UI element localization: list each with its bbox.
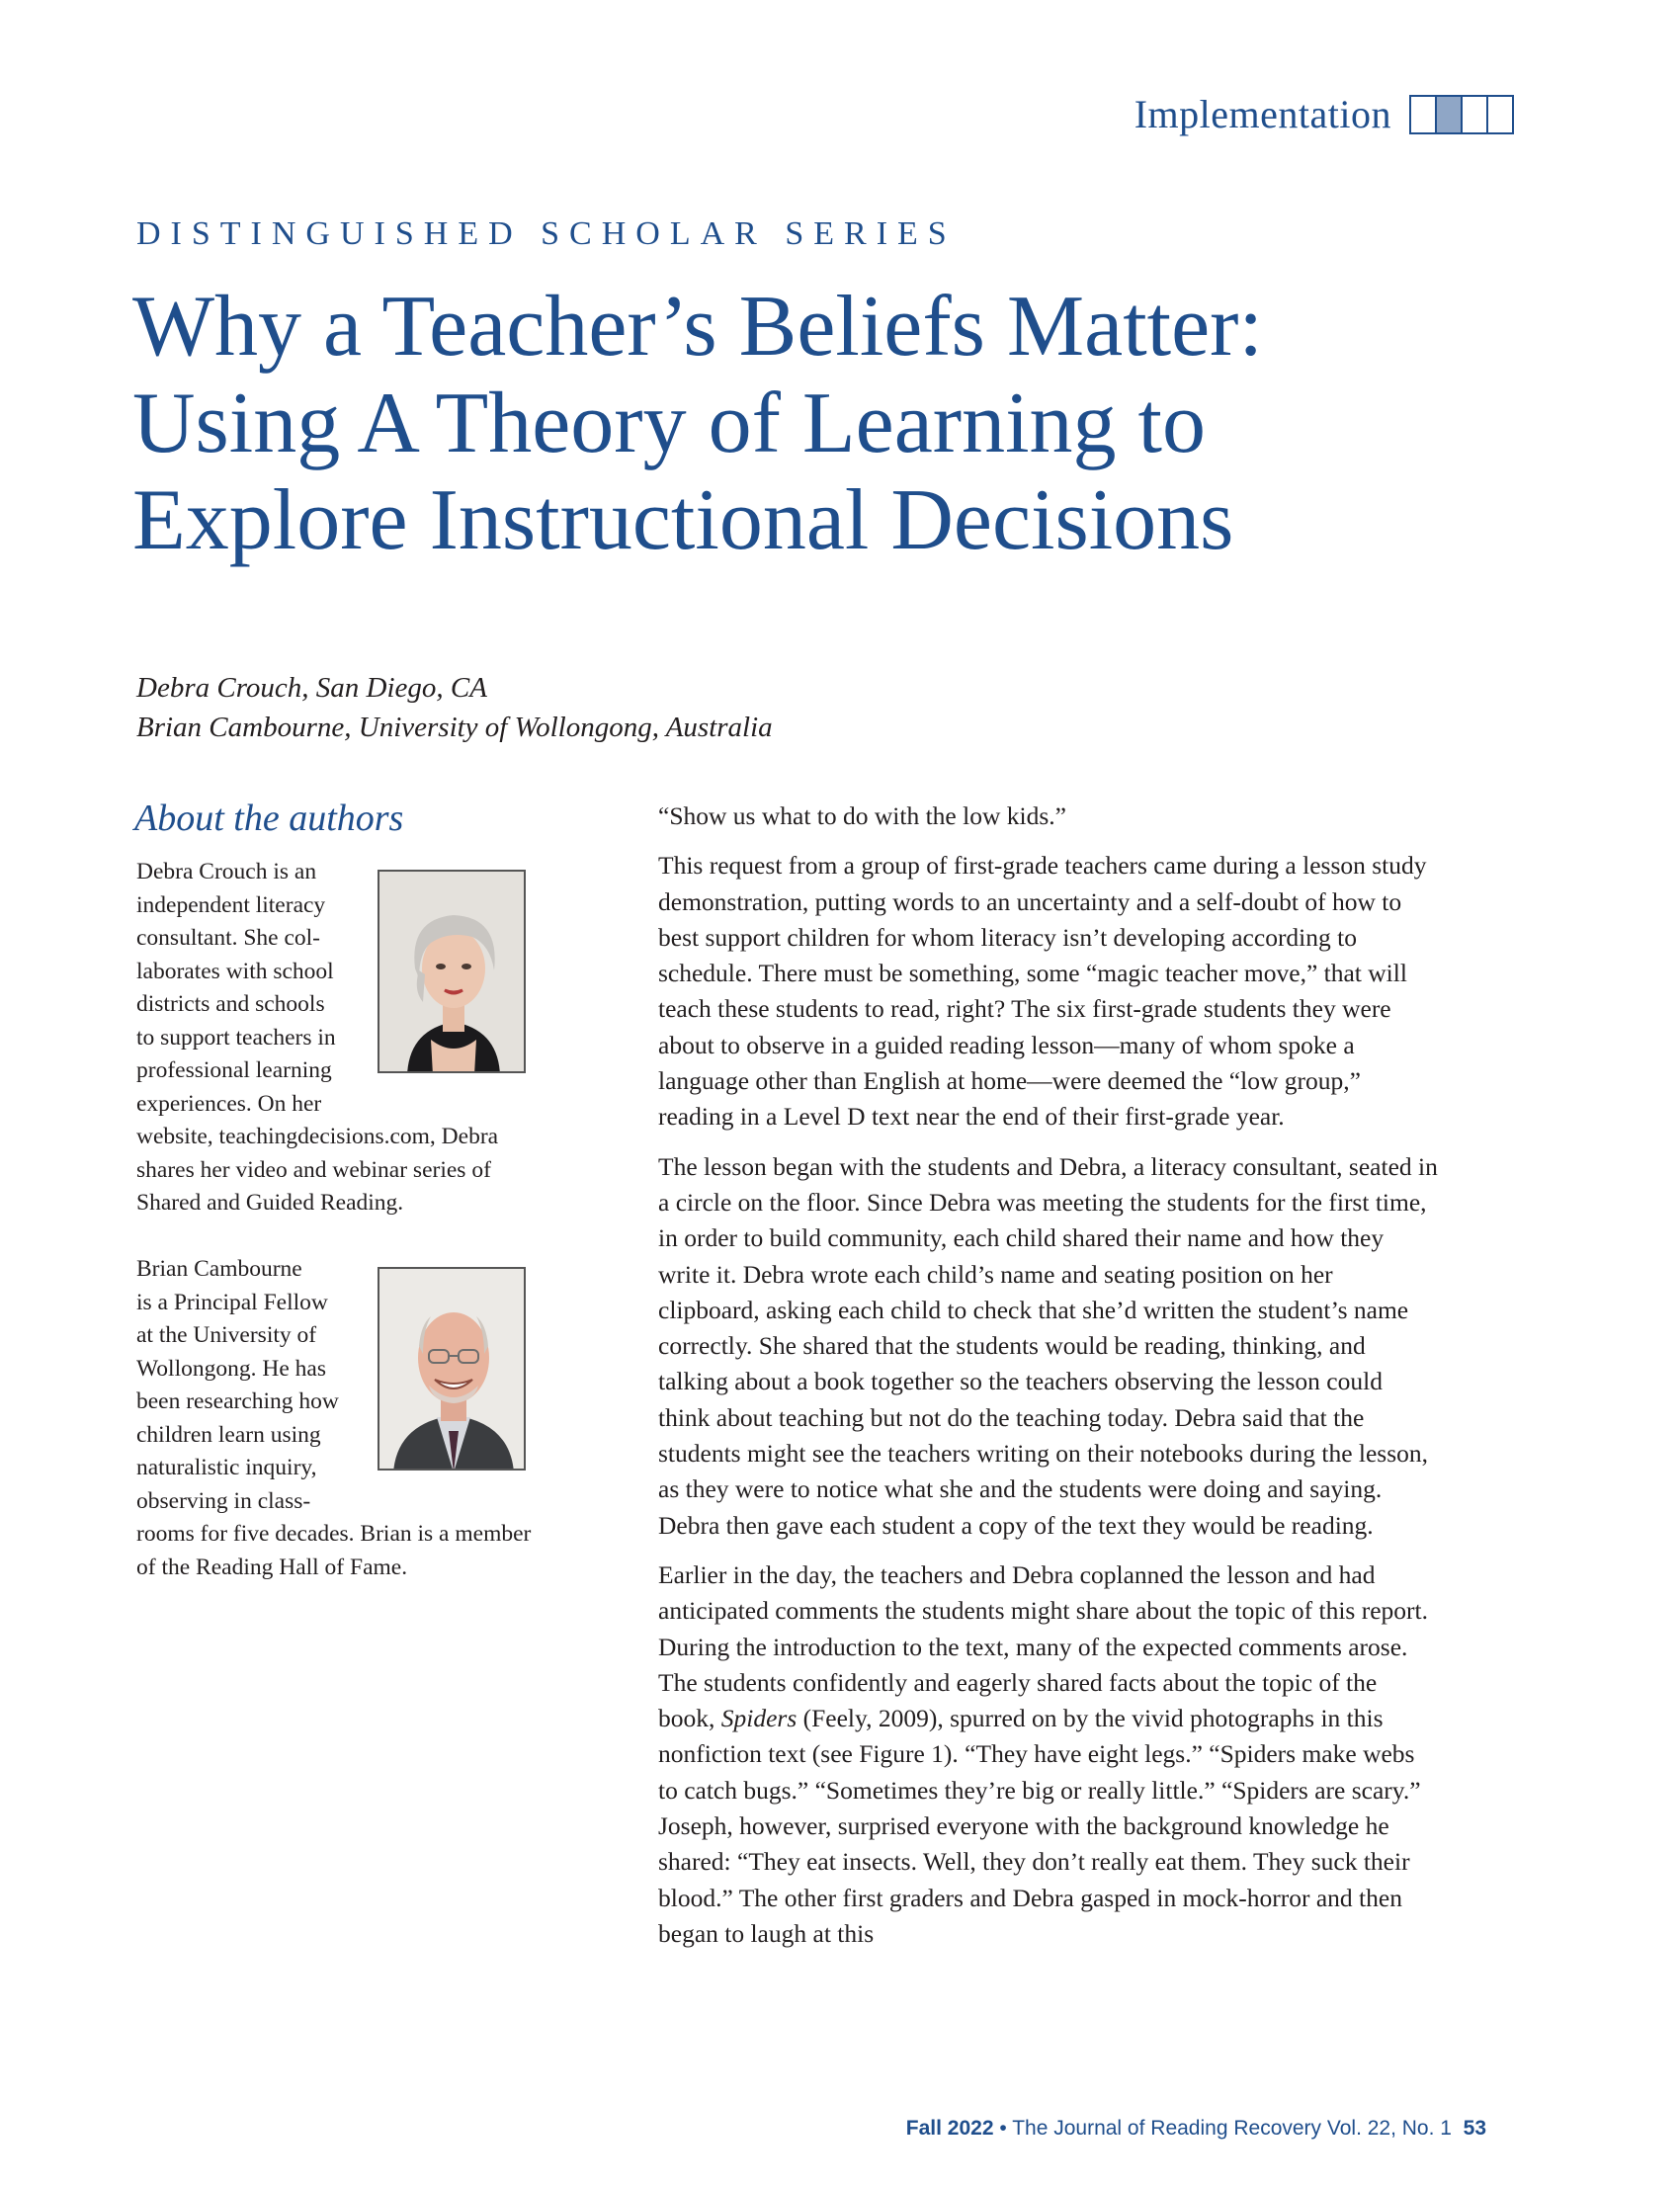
bio-line: consultant. She col- xyxy=(136,925,321,951)
author-bio-brian xyxy=(136,1253,571,1584)
footer-journal: The Journal of Reading Recovery Vol. 22, No. 1 xyxy=(1012,2117,1452,2140)
page-footer xyxy=(906,2117,1486,2141)
section-squares-icon xyxy=(1411,95,1514,134)
body-paragraph: “Show us what to do with the low kids.” xyxy=(658,801,1066,830)
bio-line: children learn using xyxy=(136,1421,321,1448)
bio-line: Shared and Guided Reading. xyxy=(136,1190,404,1216)
bio-line: professional learning xyxy=(136,1057,332,1083)
body-paragraph: This request from a group of first-grade teachers came during a lesson study demonstration, putting words to an uncertainty and a self-doubt of how to best support children for whom literacy isn’t developing according to schedule. There must be something, some “magic teacher move,” that will teach these students to read, right? The six first-grade students they were about to observe in a guided reading lesson—many of whom spoke a language other than English at home—were deemed the “low group,” reading in a Level D text near the end of their first-grade year. xyxy=(658,851,1427,1132)
author-line: Debra Crouch, San Diego, CA xyxy=(136,672,487,704)
about-authors-heading: About the authors xyxy=(134,798,404,839)
bio-line: at the University of xyxy=(136,1322,317,1348)
bio-line: districts and schools xyxy=(136,991,325,1017)
bio-line: been researching how xyxy=(136,1388,339,1414)
series-label: DISTINGUISHED SCHOLAR SERIES xyxy=(136,215,957,252)
footer-issue: Fall 2022 xyxy=(905,2117,994,2140)
book-title: Spiders xyxy=(720,1704,798,1733)
bio-line: observing in class- xyxy=(136,1487,311,1514)
title-line: Explore Instructional Decisions xyxy=(132,472,1234,568)
article-body xyxy=(658,799,1439,1966)
bio-line: laborates with school xyxy=(136,958,334,984)
bio-line: naturalistic inquiry, xyxy=(136,1455,317,1480)
article-title xyxy=(132,279,1575,569)
author-line: Brian Cambourne, University of Wollongong, Australia xyxy=(136,712,773,743)
bio-line: experiences. On her xyxy=(136,1090,322,1117)
bio-line: shares her video and webinar series of xyxy=(136,1156,491,1183)
title-line: Using A Theory of Learning to xyxy=(132,376,1206,471)
bio-line: website, teachingdecisions.com, Debra xyxy=(136,1124,499,1149)
page-number: 53 xyxy=(1463,2117,1486,2140)
footer-bullet: • xyxy=(999,2117,1007,2140)
body-paragraph: Earlier in the day, the teachers and Debra coplanned the lesson and had anticipated comments the students might share about the topic of this report. During the introduction to the text, many of the expected comments arose. The students confidently and eagerly shared facts about the topic of the book, Spiders (Feely, 2009), spurred on by the vivid photographs in this nonfiction text (see Figure 1). “They have eight legs.” “Spiders make webs to catch bugs.” “Sometimes they’re big or really little.” “Spiders are scary.” Joseph, however, surprised everyone with the background knowledge he shared: “They eat insects. Well, they don’t really eat them. They suck their blood.” The other first graders and Debra gasped in mock-horror and then began to laugh at this xyxy=(658,1559,1428,1948)
title-line: Why a Teacher’s Beliefs Matter: xyxy=(132,279,1263,375)
bio-line: independent literacy xyxy=(136,891,326,918)
bio-line: Wollongong. He has xyxy=(136,1355,326,1382)
bio-line: Brian Cambourne xyxy=(136,1256,302,1282)
bio-line: to support teachers in xyxy=(136,1024,336,1051)
section-label xyxy=(1134,91,1514,137)
bio-line: rooms for five decades. Brian is a member xyxy=(136,1521,532,1547)
bio-line: of the Reading Hall of Fame. xyxy=(136,1554,408,1580)
section-name: Implementation xyxy=(1134,92,1391,136)
bio-line: Debra Crouch is an xyxy=(136,859,317,884)
body-paragraph: The lesson began with the students and Debra, a literacy consultant, seated in a circle on the floor. Since Debra was meeting the students for the first time, in order to build community, each child shared their name and how they write it. Debra wrote each child’s name and seating position on her clipboard, asking each child to check that she’d written the student’s name correctly. She shared that the students would be reading, thinking, and talking about a book together so the teachers observing the lesson could think about teaching but not do the teaching today. Debra said that the students might see the teachers writing on their notebooks during the lesson, as they were to notice what she and the students were doing and saying. Debra then gave each student a copy of the text they would be reading. xyxy=(658,1151,1438,1540)
bio-line: is a Principal Fellow xyxy=(136,1289,328,1315)
author-bio-debra xyxy=(136,856,571,1220)
author-list xyxy=(136,668,773,747)
